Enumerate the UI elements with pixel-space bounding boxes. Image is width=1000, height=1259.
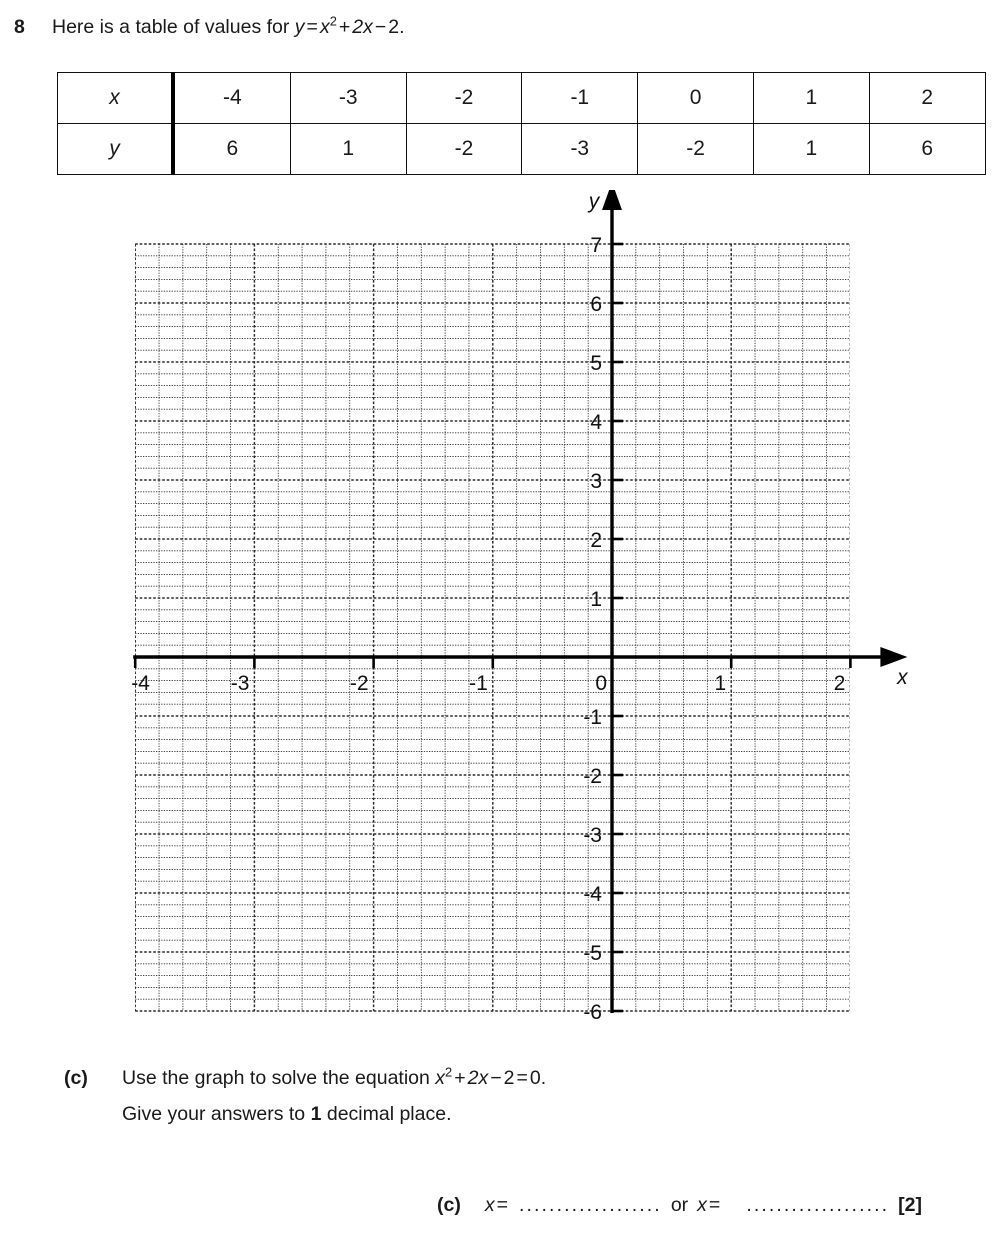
table-row-x [58, 73, 986, 124]
part-c-eq-exponent: 2 [445, 1064, 453, 1080]
y-tick-label-4: 4 [590, 411, 602, 434]
question-number: 8 [14, 16, 25, 38]
question-stem-text: Here is a table of values for [52, 16, 295, 38]
table-cell-y-4: -2 [638, 124, 754, 175]
answer-blank-1[interactable]: ................... [518, 1194, 662, 1216]
part-c-text: Use the graph to solve the equation [122, 1067, 436, 1089]
y-tick-label-6: 6 [590, 293, 602, 316]
x-tick-label--3: -3 [230, 672, 250, 695]
part-c-line-2 [64, 1096, 964, 1132]
question-header [14, 13, 974, 38]
y-tick-label-1: 1 [590, 588, 602, 611]
equation-period: . [399, 16, 405, 38]
x-tick-label--1: -1 [469, 672, 488, 695]
graph-plot-area [0, 190, 1000, 1040]
answer-marks: [2] [898, 1194, 922, 1216]
part-c-line2-text-b: decimal place. [321, 1103, 452, 1125]
axes [133, 190, 907, 1013]
part-c-eq-term3: 2 [503, 1067, 515, 1089]
answer-line [437, 1196, 922, 1216]
answer-conjunction: or [670, 1194, 689, 1216]
table-cell-y-1: 1 [290, 124, 406, 175]
part-c-eq-term2: 2x [467, 1067, 489, 1089]
y-tick-label-3: 3 [590, 470, 602, 493]
equation-operator-1: + [338, 16, 351, 38]
answer-equals-1: = [496, 1194, 508, 1216]
y-tick-label-7: 7 [590, 234, 602, 257]
answer-equals-2: = [708, 1194, 721, 1216]
part-c-eq-equals: = [516, 1067, 528, 1089]
x-tick-label-2: 2 [833, 672, 846, 695]
table-cell-x-5: 1 [753, 73, 869, 124]
answer-variable-1: x [484, 1194, 495, 1216]
answer-blank-2[interactable]: ................... [746, 1194, 890, 1216]
equation-term1-exponent: 2 [329, 13, 337, 29]
y-axis-arrowhead [602, 190, 622, 210]
equation-operator-2: − [374, 16, 387, 38]
equation-equals: = [306, 16, 318, 38]
part-c-block [64, 1060, 964, 1132]
part-c-line-1 [64, 1060, 964, 1096]
part-c-eq-period: . [540, 1067, 547, 1089]
table-cell-x-2: -2 [406, 73, 522, 124]
y-tick-label--5: -5 [583, 942, 602, 965]
table-cell-x-3: -1 [522, 73, 638, 124]
y-tick-label--1: -1 [583, 706, 602, 729]
answer-part-label: (c) [437, 1194, 461, 1216]
y-axis-name-label: y [588, 190, 600, 213]
part-c-eq-operator-1: + [454, 1067, 466, 1089]
y-tick-label-5: 5 [590, 352, 602, 375]
table-cell-y-5: 1 [753, 124, 869, 175]
table-cell-y-6: 6 [869, 124, 985, 175]
y-tick-label--3: -3 [583, 824, 602, 847]
x-tick-label--4: -4 [131, 672, 150, 695]
answer-variable-2: x [697, 1194, 707, 1216]
equation-term2: 2x [352, 16, 373, 38]
coordinate-grid-svg [0, 190, 1000, 1040]
table-cell-y-2: -2 [406, 124, 522, 175]
table-cell-y-0: 6 [173, 124, 290, 175]
x-tick-label-0: 0 [595, 672, 607, 695]
part-c-eq-rhs: 0 [529, 1067, 541, 1089]
part-c-eq-term1: x [435, 1067, 446, 1089]
y-tick-label--4: -4 [583, 883, 602, 906]
major-gridlines [135, 244, 850, 1011]
y-tick-label--2: -2 [583, 765, 602, 788]
values-table [57, 72, 986, 175]
x-axis-name-label: x [897, 666, 908, 689]
y-tick-label-2: 2 [590, 529, 602, 552]
y-tick-label--6: -6 [583, 1001, 602, 1024]
equation-term1: x [319, 16, 330, 38]
table-cell-x-1: -3 [290, 73, 406, 124]
x-axis-arrowhead [880, 647, 907, 667]
table-cell-x-4: 0 [638, 73, 754, 124]
part-c-line2-emphasis: 1 [310, 1103, 322, 1125]
table-cell-y-3: -3 [522, 124, 638, 175]
x-tick-label-1: 1 [714, 672, 727, 695]
table-row-label-y: y [58, 124, 174, 175]
equation-term3: 2 [388, 16, 400, 38]
part-c-line2-text-a: Give your answers to [122, 1103, 311, 1125]
x-tick-label--2: -2 [349, 672, 369, 695]
table-row-label-x: x [58, 73, 174, 124]
part-c-label: (c) [64, 1067, 88, 1089]
table-cell-x-0: -4 [173, 73, 290, 124]
table-cell-x-6: 2 [869, 73, 985, 124]
part-c-eq-operator-2: − [490, 1067, 502, 1089]
table-row-y [58, 124, 986, 175]
equation-lhs: y [294, 16, 305, 38]
